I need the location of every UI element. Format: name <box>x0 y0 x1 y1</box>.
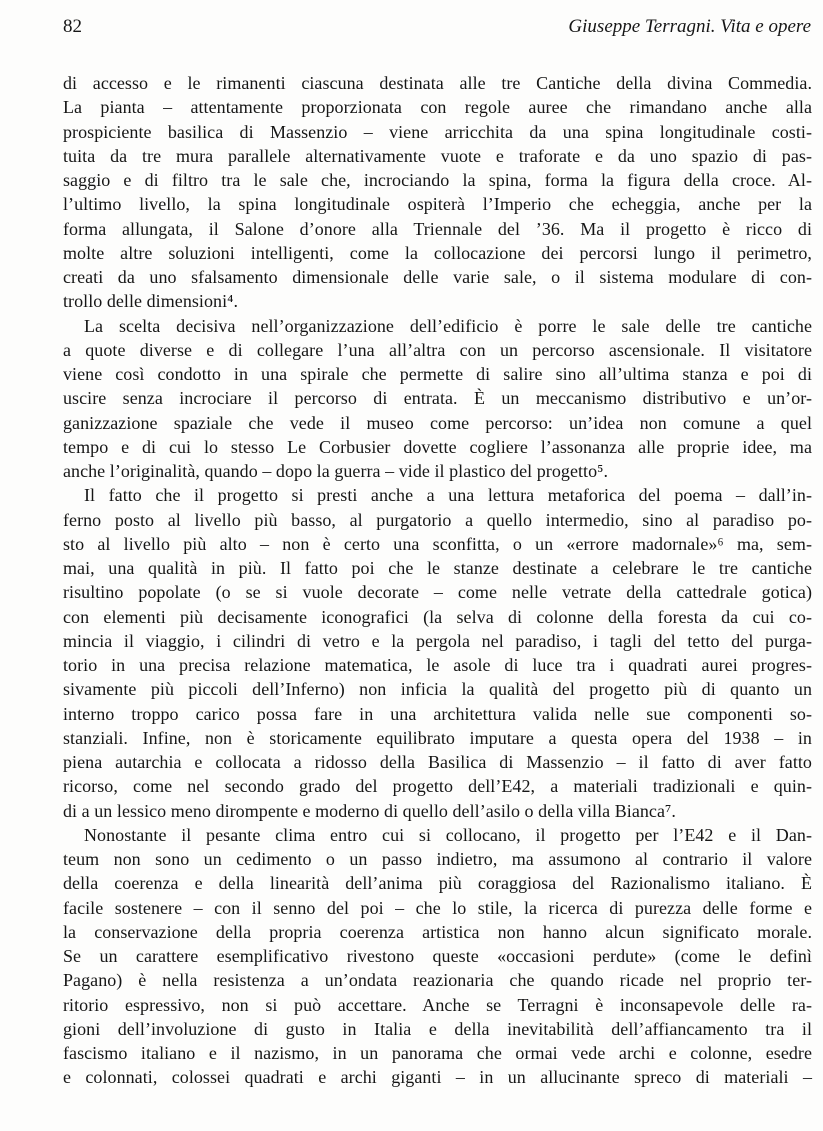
text-line: Se un carattere esemplificativo rivestono queste «occasioni perdute» (come le definì <box>63 946 812 966</box>
text-line: forma allungata, il Salone d’onore alla Triennale del ’36. Ma il progetto è ricco di <box>63 218 812 239</box>
text-line: mai, una qualità in più. Il fatto poi che le stanze destinate a celebrare le tre cantiche <box>63 558 812 578</box>
text-line: ferno posto al livello più basso, al purgatorio a quello intermedio, sino al paradiso po- <box>63 509 812 530</box>
text-line: a quote diverse e di collegare l’una all’altra con un percorso ascensionale. Il visitatore <box>63 339 812 360</box>
paragraph <box>63 314 812 484</box>
text-line: di a un lessico meno dirompente e moderno di quello dell’asilo o della villa Bianca⁷. <box>63 800 676 821</box>
text-line: Nonostante il pesante clima entro cui si collocano, il progetto per l’E42 e il Dan- <box>84 824 812 845</box>
text-line: gioni dell’involuzione di gusto in Italia e della inevitabilità dell’affiancamento tra il <box>63 1018 812 1039</box>
text-line: ricorso, come nel secondo grado del progetto dell’E42, a materiali tradizionali e quin- <box>63 776 812 797</box>
text-line: saggio e di filtro tra le sale che, incrociando la spina, forma la figura della croce. Al- <box>63 170 812 190</box>
text-line: risultino popolate (o se si vuole decorate – come nelle vetrate della cattedrale gotica) <box>63 582 812 603</box>
text-line: uscire senza incrociare il percorso di entrata. È un meccanismo distributivo e un’or- <box>63 388 812 409</box>
page-header <box>63 16 811 38</box>
text-line: di accesso e le rimanenti ciascuna destinata alle tre Cantiche della divina Commedia. <box>63 73 812 93</box>
text-line: stanziali. Infine, non è storicamente equilibrato imputare a questa opera del 1938 – in <box>63 727 812 748</box>
text-line: creati da uno sfalsamento dimensionale delle varie sale, o il sistema modulare di con- <box>63 267 812 287</box>
text-line: ritorio espressivo, non si può accettare. Anche se Terragni è inconsapevole delle ra- <box>63 994 812 1015</box>
text-line: sivamente più piccoli dell’Inferno) non inficia la qualità del progetto più di quanto un <box>63 679 812 700</box>
text-line: e colonnati, colossei quadrati e archi giganti – in un allucinante spreco di materiali – <box>63 1067 812 1088</box>
text-block <box>63 71 812 1090</box>
text-line: trollo delle dimensioni⁴. <box>63 291 239 312</box>
text-line: piena autarchia e collocata a ridosso della Basilica di Massenzio – il fatto di aver fatto <box>63 752 812 772</box>
text-line: interno troppo carico possa fare in una architettura valida nelle sue componenti so- <box>63 703 812 724</box>
text-line: torio in una precisa relazione matematica, le asole di luce tra i quadrati aurei progres- <box>63 655 812 675</box>
paragraph <box>63 71 812 314</box>
text-line: facile sostenere – con il senno del poi – che lo stile, la ricerca di purezza delle forme e <box>63 897 812 918</box>
text-line: teum non sono un cedimento o un passo indietro, ma assumono al contrario il valore <box>63 849 812 869</box>
running-title: Giuseppe Terragni. Vita e opere <box>568 16 811 37</box>
text-line: l’ultimo livello, la spina longitudinale ospiterà l’Imperio che echeggia, anche per la <box>63 194 812 215</box>
paragraph <box>63 823 812 1090</box>
page-number: 82 <box>63 16 82 37</box>
text-line: La pianta – attentamente proporzionata con regole auree che rimandano anche alla <box>63 97 812 118</box>
text-line: La scelta decisiva nell’organizzazione dell’edificio è porre le sale delle tre cantiche <box>84 315 812 336</box>
text-line: mincia il viaggio, i cilindri di vetro e la pergola nel paradiso, i tagli del tetto del purga- <box>63 630 812 651</box>
text-line: molte altre soluzioni intelligenti, come la collocazione dei percorsi lungo il perimetro, <box>63 242 812 263</box>
text-line: della coerenza e della linearità dell’anima più coraggiosa del Razionalismo italiano. È <box>63 873 812 894</box>
text-line: la conservazione della propria coerenza artistica non hanno alcun significato morale. <box>63 921 812 942</box>
text-line: tempo e di cui lo stesso Le Corbusier dovette cogliere l’assonanza alle proprie idee, ma <box>63 436 812 457</box>
text-line: con elementi più decisamente iconografici (la selva di colonne della foresta da cui co- <box>63 606 812 627</box>
text-line: Pagano) è nella resistenza a un’ondata reazionaria che quando ricade nel proprio ter- <box>63 970 812 991</box>
text-line: Il fatto che il progetto si presti anche a una lettura metaforica del poema – dall’in- <box>84 485 812 506</box>
text-line: viene così condotto in una spirale che permette di salire sino all’ultima stanza e poi di <box>63 364 812 384</box>
text-line: tuita da tre mura parallele alternativamente vuote e traforate e da uno spazio di pas- <box>63 145 812 166</box>
text-line: fascismo italiano e il nazismo, in un panorama che ormai vede archi e colonne, esedre <box>63 1043 812 1063</box>
paragraph <box>63 483 812 823</box>
text-line: prospiciente basilica di Massenzio – viene arricchita da una spina longitudinale costi- <box>63 121 812 142</box>
text-line: ganizzazione spaziale che vede il museo come percorso: un’idea non comune a quel <box>63 412 812 433</box>
text-line: sto al livello più alto – non è certo una sconfitta, o un «errore madornale»⁶ ma, sem- <box>63 533 812 554</box>
text-line: anche l’originalità, quando – dopo la guerra – vide il plastico del progetto⁵. <box>63 461 609 481</box>
